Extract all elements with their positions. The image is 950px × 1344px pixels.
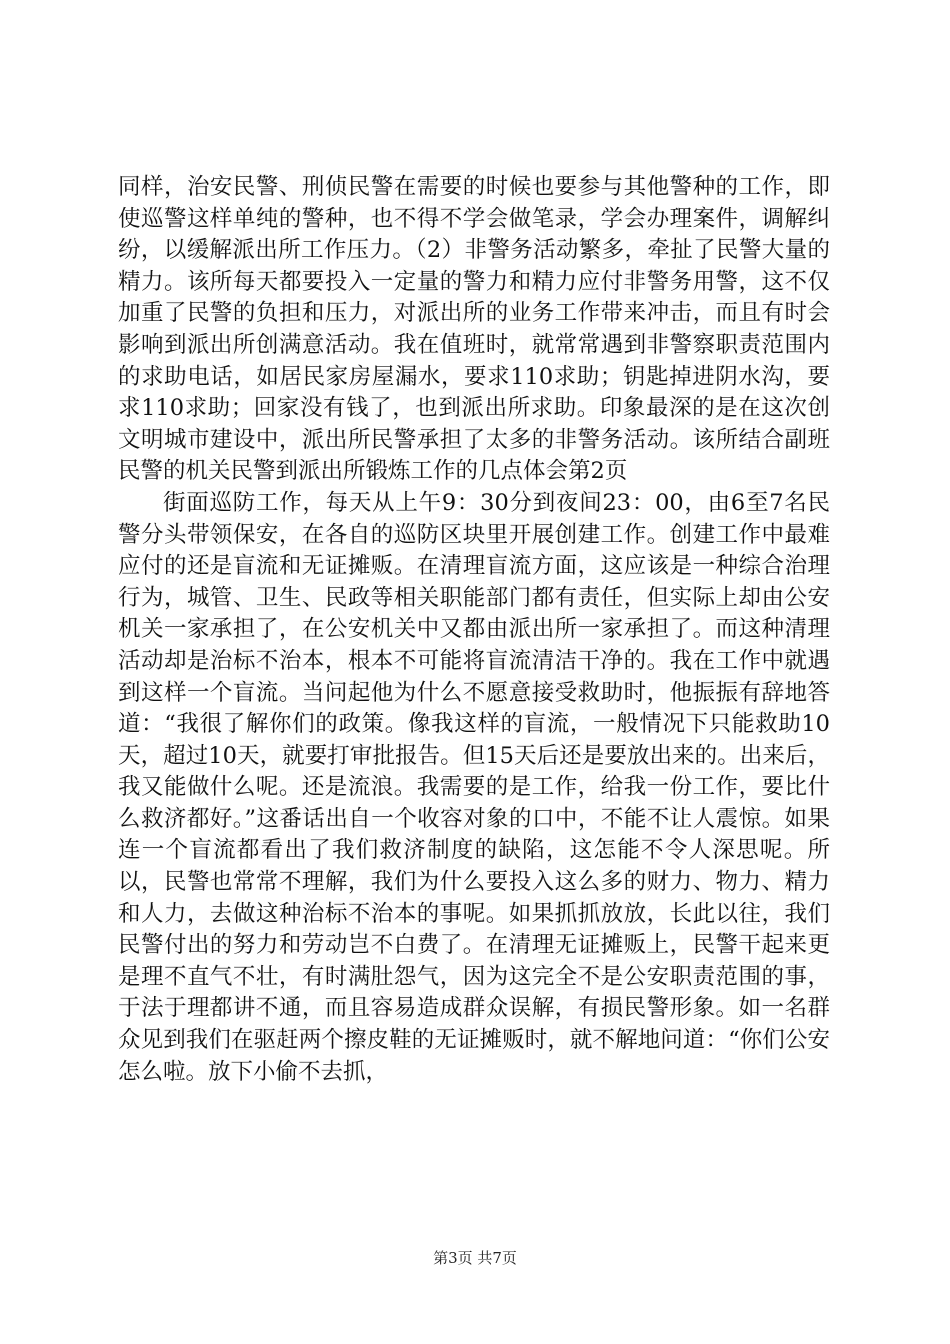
page-indicator: 第3页 共7页 [433, 1249, 517, 1267]
paragraph-2: 街面巡防工作，每天从上午9：30分到夜间23：00，由6至7名民警分头带领保安，在各自的巡防区块里开展创建工作。创建工作中最难应付的还是盲流和无证摊贩。在清理盲流方面，这应该是一种综合治理行为，城管、卫生、民政等相关职能部门都有责任，但实际上却由公安机关一家承担了，在公安机关中又都由派出所一家承担了。而这种清理活动却是治标不治本，根本不可能将盲流清洁干净的。我在工作中就遇到这样一个盲流。当问起他为什么不愿意接受救助时，他振振有辞地答道：“我很了解你们的政策。像我这样的盲流，一般情况下只能救助10天，超过10天，就要打审批报告。但15天后还是要放出来的。出来后，我又能做什么呢。还是流浪。我需要的是工作，给我一份工作，要比什么救济都好。”这番话出自一个收容对象的口中，不能不让人震惊。如果连一个盲流都看出了我们救济制度的缺陷，这怎能不令人深思呢。所以，民警也常常不理解，我们为什么要投入这么多的财力、物力、精力和人力，去做这种治标不治本的事呢。如果抓抓放放，长此以往，我们民警付出的努力和劳动岂不白费了。在清理无证摊贩上，民警干起来更是理不直气不壮，有时满肚怨气，因为这完全不是公安职责范围的事，于法于理都讲不通，而且容易造成群众误解，有损民警形象。如一名群众见到我们在驱赶两个擦皮鞋的无证摊贩时，就不解地问道：“你们公安怎么啦。放下小偷不去抓， [118, 489, 830, 1085]
document-body [118, 172, 830, 1088]
page-footer [0, 1247, 950, 1268]
paragraph-1: 同样，治安民警、刑侦民警在需要的时候也要参与其他警种的工作，即使巡警这样单纯的警种，也不得不学会做笔录，学会办理案件，调解纠纷，以缓解派出所工作压力。（2）非警务活动繁多，牵扯了民警大量的精力。该所每天都要投入一定量的警力和精力应付非警务用警，这不仅加重了民警的负担和压力，对派出所的业务工作带来冲击，而且有时会影响到派出所创满意活动。我在值班时，就常常遇到非警察职责范围内的求助电话，如居民家房屋漏水，要求110求助；钥匙掉进阴水沟，要求110求助；回家没有钱了，也到派出所求助。印象最深的是在这次创文明城市建设中，派出所民警承担了太多的非警务活动。该所结合副班民警的机关民警到派出所锻炼工作的几点体会第2页 [118, 174, 830, 485]
